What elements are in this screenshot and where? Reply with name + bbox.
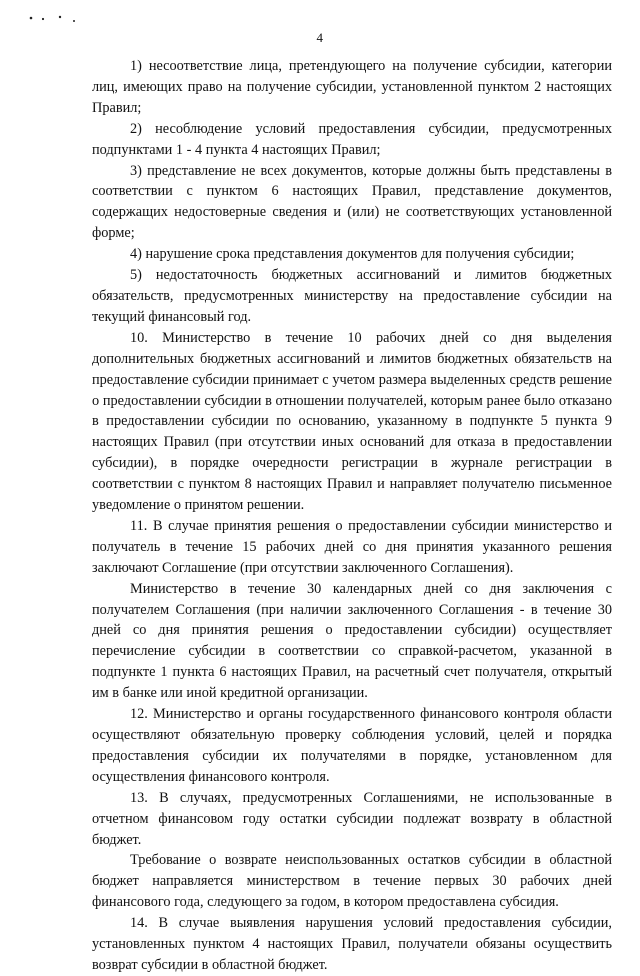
- list-item-1: 1) несоответствие лица, претендующего на получение субсидии, категории лиц, имеющих право на получение субсидии, установленной пунктом 2 настоящих Правил;: [92, 58, 612, 116]
- clause-12: 12. Министерство и органы государственного финансового контроля области осуществляют обязательную проверку соблюдения условий, целей и порядка предоставления субсидии их получателями в порядке, установленном для осуществления финансового контроля.: [92, 706, 612, 785]
- clause-11-continuation: Министерство в течение 30 календарных дней со дня заключения с получателем Соглашения (при наличии заключенного Соглашения - в течение 30 дней со дня принятия решения о предоставлении субсидии) осуществляет перечисление субсидии в соответствии со справкой-расчетом, указанной в подпункте 1 пункта 6 настоящих Правил, на расчетный счет получателя, открытый им в банке или иной кредитной организации.: [92, 580, 612, 702]
- clause-11: 11. В случае принятия решения о предоставлении субсидии министерство и получатель в течение 15 рабочих дней со дня принятия указанного решения заключают Соглашение (при отсутствии заключенного Соглашения).: [92, 517, 612, 576]
- list-item-4: 4) нарушение срока представления документов для получения субсидии;: [130, 246, 575, 263]
- list-item-2: 2) несоблюдение условий предоставления субсидии, предусмотренных подпунктами 1 - 4 пункта 4 настоящих Правил;: [92, 120, 612, 158]
- clause-13-continuation: Требование о возврате неиспользованных остатков субсидии в областной бюджет направляется министерством в течение первых 30 рабочих дней финансового года, следующего за годом, в котором предоставлена субсидия.: [92, 852, 612, 911]
- clause-14: 14. В случае выявления нарушения условий предоставления субсидии, установленных пунктом 4 настоящих Правил, получатели обязаны осуществить возврат субсидии в областной бюджет.: [92, 915, 612, 973]
- document-body: [92, 56, 612, 976]
- scan-speckles: [28, 10, 108, 26]
- clause-13: 13. В случаях, предусмотренных Соглашениями, не использованные в отчетном финансовом году остатки субсидии подлежат возврату в областной бюджет.: [92, 789, 612, 848]
- clause-10: 10. Министерство в течение 10 рабочих дней со дня выделения дополнительных бюджетных ассигнований и лимитов бюджетных обязательств на предоставление субсидии принимает с учетом размера выделенных средств решение о предоставлении субсидии в отношении получателей, которым ранее было отказано в предоставлении субсидии по основанию, указанному в подпункте 5 пункта 9 настоящих Правил (при отсутствии иных оснований для отказа в предоставлении субсидии), в порядке очередности регистрации в журнале регистрации в соответствии с пунктом 8 настоящих Правил и направляет получателю письменное уведомление о принятом решении.: [92, 329, 612, 514]
- list-item-5: 5) недостаточность бюджетных ассигнований и лимитов бюджетных обязательств, предусмотренных министерству на предоставление субсидии на текущий финансовый год.: [92, 267, 612, 325]
- page-number: 4: [316, 30, 324, 45]
- list-item-3: 3) представление не всех документов, которые должны быть представлены в соответствии с пунктом 6 настоящих Правил, представление документов, содержащих недостоверные сведения и (или) не соответствующих установленной форме;: [92, 162, 612, 242]
